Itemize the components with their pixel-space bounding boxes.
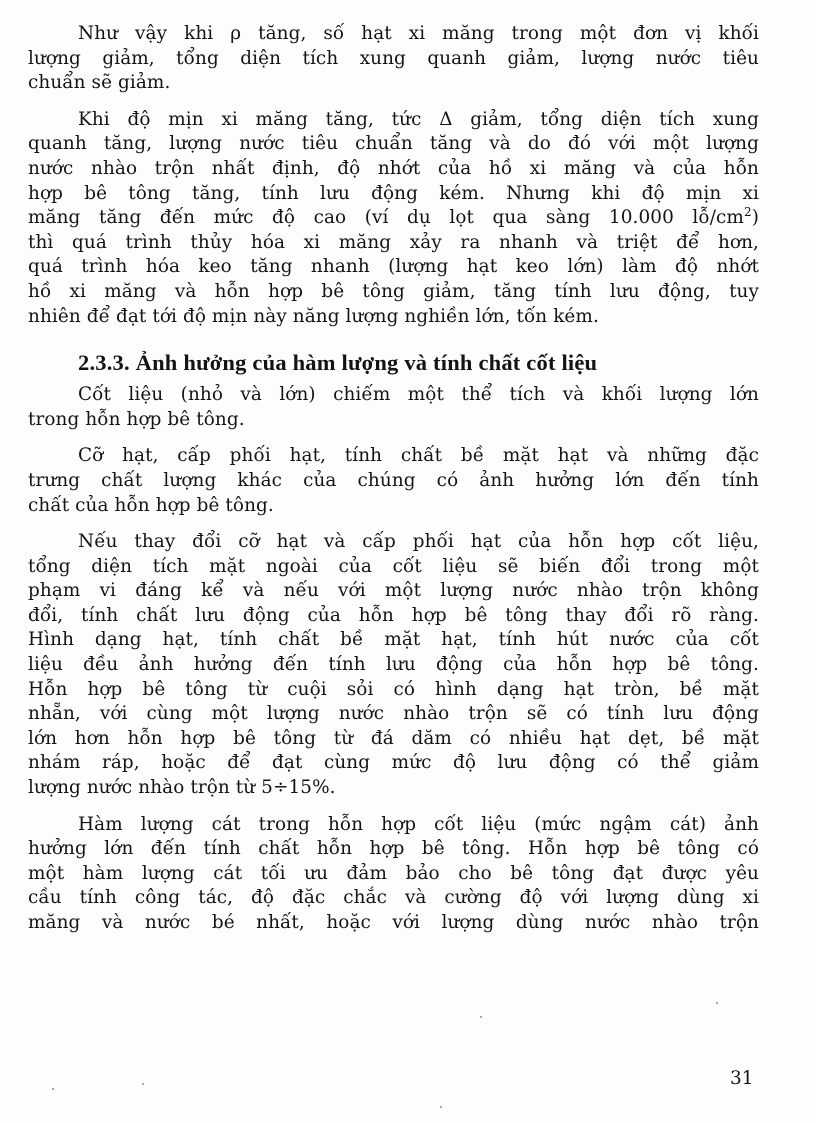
text-line: hưởng lớn đến tính chất hỗn hợp bê tông. Hỗn hợp bê tông có [28, 838, 759, 860]
paragraph-gap [28, 329, 759, 349]
text-line: nước nhào trộn nhất định, độ nhớt của hồ xi măng và của hỗn [28, 157, 759, 179]
text-line: nhám ráp, hoặc để đạt cùng mức độ lưu động có thể giảm [28, 752, 759, 774]
text-line: cầu tính công tác, độ đặc chắc và cường độ với lượng dùng xi [28, 887, 759, 909]
text-line: nhiên để đạt tới độ mịn này năng lượng nghiền lớn, tốn kém. [28, 305, 599, 327]
page-content [28, 22, 759, 936]
paragraph-fineness-effect [28, 108, 759, 329]
text-line: Như vậy khi ρ tăng, số hạt xi măng trong một đơn vị khối [78, 23, 759, 44]
text-line: phạm vi đáng kể và nếu với một lượng nước nhào trộn không [28, 580, 759, 602]
text-line: Cốt liệu (nhỏ và lớn) chiếm một thể tích và khối lượng lớn [78, 384, 759, 406]
text-line: Cỡ hạt, cấp phối hạt, tính chất bề mặt hạt và những đặc [78, 445, 759, 467]
text-line: Hỗn hợp bê tông từ cuội sỏi có hình dạng hạt tròn, bề mặt [28, 678, 759, 700]
text-line-with-superscript [28, 206, 759, 231]
text-line: măng và nước bé nhất, hoặc với lượng dùng nước nhào trộn [28, 912, 759, 933]
text-line: chuẩn sẽ giảm. [28, 72, 171, 94]
text-line: Hàm lượng cát trong hỗn hợp cốt liệu (mức ngậm cát) ảnh [78, 813, 759, 835]
paragraph-sand-content [28, 813, 759, 936]
closing-parenthesis: ) [751, 207, 759, 229]
text-line: quanh tăng, lượng nước tiêu chuẩn tăng và do đó với một lượng [28, 133, 759, 155]
text-line: trong hỗn hợp bê tông. [28, 408, 245, 430]
text-line: nhẵn, với cùng một lượng nước nhào trộn sẽ có tính lưu động [28, 703, 759, 725]
paragraph-gap [28, 518, 759, 530]
text-segment: măng tăng đến mức độ cao (ví dụ lọt qua sàng 10.000 lỗ/cm [28, 207, 744, 229]
paragraph-grain-size [28, 444, 759, 518]
text-line: lượng giảm, tổng diện tích xung quanh giảm, lượng nước tiêu [28, 47, 759, 69]
text-line: thì quá trình thủy hóa xi măng xảy ra nhanh và triệt để hơn, [28, 231, 759, 253]
text-line: liệu đều ảnh hưởng đến tính lưu động của hỗn hợp bê tông. [28, 654, 759, 676]
paragraph-gap [28, 96, 759, 108]
text-line: một hàm lượng cát tối ưu đảm bảo cho bê tông đạt được yêu [28, 862, 759, 884]
scan-speck [716, 1002, 718, 1004]
page-number: 31 [730, 1068, 754, 1089]
superscript: 2 [743, 205, 752, 220]
text-line: hợp bê tông tăng, tính lưu động kém. Nhưng khi độ mịn xi [28, 182, 759, 204]
paragraph-gap [28, 801, 759, 813]
text-line: hồ xi măng và hỗn hợp bê tông giảm, tăng tính lưu động, tuy [28, 280, 759, 302]
text-line: lượng nước nhào trộn từ 5÷15%. [28, 777, 336, 799]
text-line: Nếu thay đổi cỡ hạt và cấp phối hạt của hỗn hợp cốt liệu, [78, 531, 759, 553]
text-line: trưng chất lượng khác của chúng có ảnh hưởng lớn đến tính [28, 469, 759, 491]
paragraph-grading-change [28, 530, 759, 801]
text-line: lớn hơn hỗn hợp bê tông từ đá dăm có nhiều hạt dẹt, bề mặt [28, 727, 759, 749]
scan-speck [440, 1106, 442, 1108]
text-line: quá trình hóa keo tăng nhanh (lượng hạt keo lớn) làm độ nhớt [28, 256, 759, 278]
text-line: Khi độ mịn xi măng tăng, tức Δ giảm, tổng diện tích xung [78, 108, 759, 130]
text-line: chất của hỗn hợp bê tông. [28, 494, 274, 516]
section-heading: 2.3.3. Ảnh hưởng của hàm lượng và tính chất cốt liệu [78, 350, 598, 376]
scan-speck [52, 1088, 54, 1090]
text-line: tổng diện tích mặt ngoài của cốt liệu sẽ biến đổi trong một [28, 555, 759, 577]
paragraph-aggregate-intro [28, 383, 759, 432]
paragraph-gap [28, 432, 759, 444]
scan-speck [480, 1016, 482, 1018]
paragraph-density-effect [28, 22, 759, 96]
text-line: đổi, tính chất lưu động của hỗn hợp bê tông thay đổi rõ ràng. [28, 604, 759, 626]
scan-speck [142, 1083, 144, 1085]
text-line: Hình dạng hạt, tính chất bề mặt hạt, tính hút nước của cốt [28, 629, 759, 651]
